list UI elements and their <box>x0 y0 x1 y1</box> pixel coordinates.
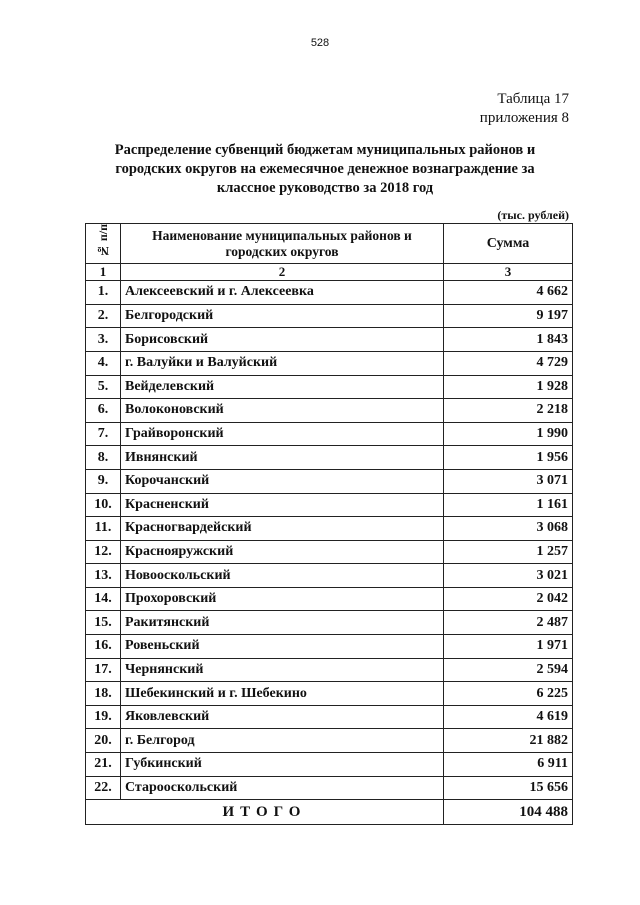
table-row <box>86 422 573 446</box>
table-row <box>86 753 573 777</box>
row-number: 18. <box>86 682 121 706</box>
table-row <box>86 304 573 328</box>
total-label: ИТОГО <box>86 800 444 825</box>
table-ref-line1: Таблица 17 <box>497 91 569 107</box>
table-ref-line2: приложения 8 <box>479 110 569 126</box>
row-number: 9. <box>86 469 121 493</box>
row-name: Ивнянский <box>121 446 444 470</box>
row-sum: 2 594 <box>444 658 573 682</box>
total-sum: 104 488 <box>444 800 573 825</box>
table-row <box>86 729 573 753</box>
row-sum: 2 487 <box>444 611 573 635</box>
row-name: г. Валуйки и Валуйский <box>121 351 444 375</box>
row-number: 19. <box>86 705 121 729</box>
row-name: Красногвардейский <box>121 517 444 541</box>
row-number: 7. <box>86 422 121 446</box>
row-name: Волоконовский <box>121 399 444 423</box>
row-name: Борисовский <box>121 328 444 352</box>
row-name: Алексеевский и г. Алексеевка <box>121 281 444 305</box>
row-number: 16. <box>86 635 121 659</box>
page-number: 528 <box>310 37 330 49</box>
row-sum: 1 956 <box>444 446 573 470</box>
table-row <box>86 587 573 611</box>
row-number: 3. <box>86 328 121 352</box>
table-row <box>86 328 573 352</box>
row-name: Яковлевский <box>121 705 444 729</box>
row-sum: 3 021 <box>444 564 573 588</box>
total-row <box>86 800 573 825</box>
row-sum: 1 257 <box>444 540 573 564</box>
row-number: 15. <box>86 611 121 635</box>
row-sum: 15 656 <box>444 776 573 800</box>
row-number: 21. <box>86 753 121 777</box>
table-row <box>86 281 573 305</box>
title-line2: городских округов на ежемесячное денежное вознаграждение за <box>115 161 535 177</box>
title-line3: классное руководство за 2018 год <box>216 180 434 196</box>
row-sum: 3 068 <box>444 517 573 541</box>
row-number: 6. <box>86 399 121 423</box>
row-name: Красненский <box>121 493 444 517</box>
table-row <box>86 658 573 682</box>
column-number-row <box>86 264 573 281</box>
row-name: Губкинский <box>121 753 444 777</box>
col-number-3: 3 <box>444 264 573 281</box>
table-row <box>86 705 573 729</box>
col-number-2: 2 <box>121 264 444 281</box>
row-name: Ракитянский <box>121 611 444 635</box>
row-sum: 1 843 <box>444 328 573 352</box>
row-number: 11. <box>86 517 121 541</box>
row-number: 8. <box>86 446 121 470</box>
table-row <box>86 776 573 800</box>
row-name: г. Белгород <box>121 729 444 753</box>
table-row <box>86 540 573 564</box>
row-sum: 3 071 <box>444 469 573 493</box>
table-row <box>86 375 573 399</box>
table-reference <box>480 90 569 128</box>
row-sum: 1 928 <box>444 375 573 399</box>
header-num: № п/п <box>86 224 121 264</box>
row-name: Белгородский <box>121 304 444 328</box>
row-name: Ровеньский <box>121 635 444 659</box>
table-row <box>86 564 573 588</box>
row-sum: 1 990 <box>444 422 573 446</box>
row-number: 13. <box>86 564 121 588</box>
row-number: 17. <box>86 658 121 682</box>
row-sum: 21 882 <box>444 729 573 753</box>
row-name: Вейделевский <box>121 375 444 399</box>
row-name: Корочанский <box>121 469 444 493</box>
row-number: 14. <box>86 587 121 611</box>
row-sum: 6 225 <box>444 682 573 706</box>
row-number: 5. <box>86 375 121 399</box>
row-name: Старооскольский <box>121 776 444 800</box>
table-row <box>86 493 573 517</box>
row-name: Краснояружский <box>121 540 444 564</box>
table-row <box>86 399 573 423</box>
row-number: 4. <box>86 351 121 375</box>
row-number: 2. <box>86 304 121 328</box>
table-row <box>86 635 573 659</box>
document-title <box>95 141 555 198</box>
header-name: Наименование муниципальных районов и городских округов <box>121 224 444 264</box>
row-number: 1. <box>86 281 121 305</box>
row-sum: 4 729 <box>444 351 573 375</box>
row-name: Чернянский <box>121 658 444 682</box>
subsidy-table <box>85 223 573 825</box>
row-sum: 6 911 <box>444 753 573 777</box>
row-sum: 2 218 <box>444 399 573 423</box>
row-name: Прохоровский <box>121 587 444 611</box>
title-line1: Распределение субвенций бюджетам муниципальных районов и <box>114 142 536 158</box>
table-row <box>86 611 573 635</box>
row-name: Грайворонский <box>121 422 444 446</box>
header-sum: Сумма <box>444 224 573 264</box>
table-header-row <box>86 224 573 264</box>
row-name: Шебекинский и г. Шебекино <box>121 682 444 706</box>
col-number-1: 1 <box>86 264 121 281</box>
row-number: 22. <box>86 776 121 800</box>
table-row <box>86 682 573 706</box>
row-number: 10. <box>86 493 121 517</box>
table-row <box>86 351 573 375</box>
row-sum: 4 662 <box>444 281 573 305</box>
units-label: (тыс. рублей) <box>497 208 569 222</box>
row-number: 20. <box>86 729 121 753</box>
table-row <box>86 446 573 470</box>
table-row <box>86 469 573 493</box>
row-sum: 1 161 <box>444 493 573 517</box>
row-number: 12. <box>86 540 121 564</box>
row-sum: 9 197 <box>444 304 573 328</box>
row-name: Новооскольский <box>121 564 444 588</box>
row-sum: 4 619 <box>444 705 573 729</box>
row-sum: 1 971 <box>444 635 573 659</box>
table-row <box>86 517 573 541</box>
row-sum: 2 042 <box>444 587 573 611</box>
